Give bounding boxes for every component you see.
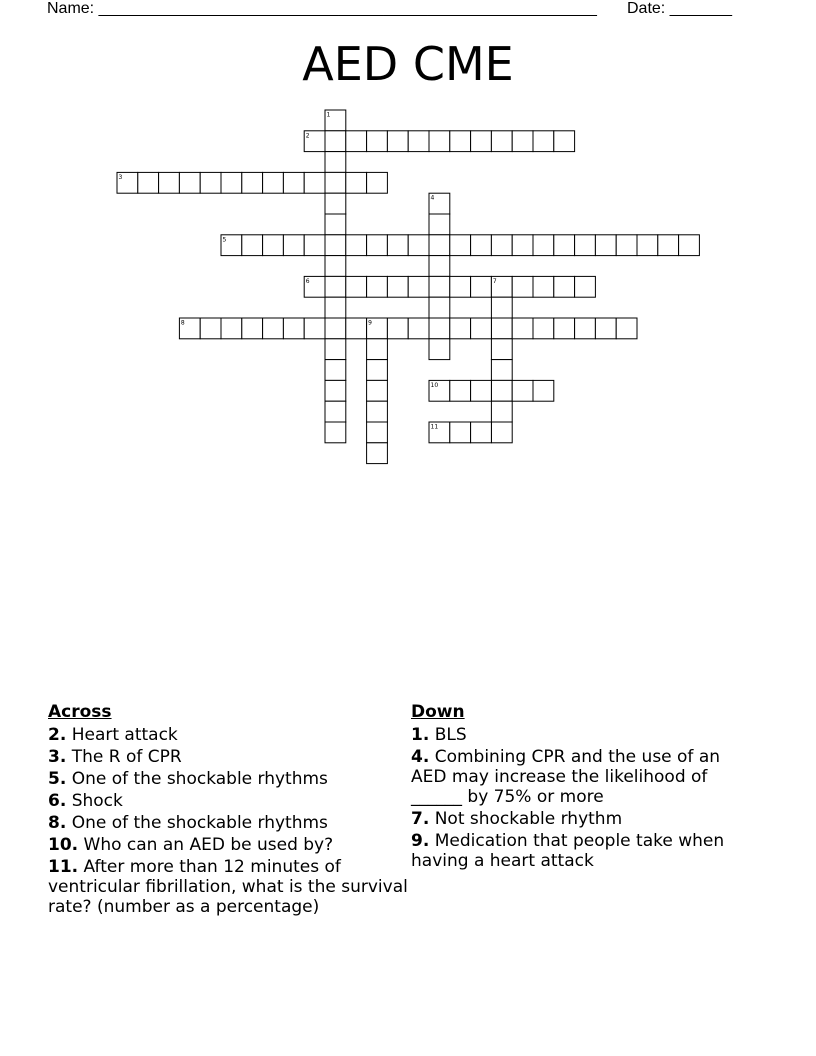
grid-cell[interactable] — [512, 318, 533, 339]
grid-cell[interactable] — [471, 235, 492, 256]
grid-cell[interactable] — [450, 276, 471, 297]
grid-cell[interactable] — [429, 131, 450, 152]
grid-cell[interactable] — [200, 172, 221, 193]
grid-cell[interactable] — [387, 318, 408, 339]
grid-cell[interactable] — [491, 360, 512, 381]
grid-cell[interactable] — [263, 318, 284, 339]
clue-down-1 — [411, 725, 751, 745]
grid-cell[interactable] — [679, 235, 700, 256]
grid-cell[interactable] — [512, 131, 533, 152]
grid-cell[interactable] — [367, 443, 388, 464]
grid-cell[interactable] — [429, 339, 450, 360]
grid-cell[interactable] — [408, 318, 429, 339]
grid-cell[interactable] — [367, 276, 388, 297]
grid-cell[interactable] — [450, 235, 471, 256]
grid-cell[interactable] — [637, 235, 658, 256]
grid-cell[interactable] — [429, 276, 450, 297]
clue-number: 7. — [411, 809, 430, 829]
grid-cell[interactable] — [367, 360, 388, 381]
name-field-label: Name: ________________________________________________________ — [47, 0, 597, 17]
grid-cell-number: 10 — [430, 381, 439, 389]
down-clue-list — [411, 725, 751, 871]
grid-cell[interactable] — [554, 235, 575, 256]
grid-cell[interactable] — [346, 172, 367, 193]
grid-cell[interactable] — [263, 235, 284, 256]
grid-cell[interactable] — [658, 235, 679, 256]
grid-cell[interactable] — [471, 422, 492, 443]
down-heading: Down — [411, 702, 465, 722]
grid-cell[interactable] — [221, 318, 242, 339]
grid-cell[interactable] — [450, 380, 471, 401]
grid-cell[interactable] — [429, 318, 450, 339]
grid-cell[interactable] — [283, 318, 304, 339]
grid-cell[interactable] — [429, 297, 450, 318]
grid-cell[interactable] — [595, 235, 616, 256]
grid-cell-number: 4 — [430, 194, 435, 202]
grid-cell[interactable] — [325, 339, 346, 360]
clue-down-7 — [411, 809, 751, 829]
date-field-label: Date: _______ — [627, 0, 732, 17]
grid-cell[interactable] — [346, 235, 367, 256]
clue-text: One of the shockable rhythms — [71, 769, 328, 789]
grid-cell[interactable] — [325, 152, 346, 173]
grid-cell[interactable] — [387, 235, 408, 256]
clue-number: 2. — [48, 725, 67, 745]
grid-cell[interactable] — [325, 318, 346, 339]
grid-cell-number: 11 — [430, 423, 439, 431]
across-clues — [48, 702, 408, 919]
grid-cell[interactable] — [325, 256, 346, 277]
grid-cell[interactable] — [367, 422, 388, 443]
grid-cell[interactable] — [429, 214, 450, 235]
grid-cell[interactable] — [200, 318, 221, 339]
grid-cell[interactable] — [325, 422, 346, 443]
grid-cell[interactable] — [491, 339, 512, 360]
crossword-grid — [0, 0, 816, 480]
grid-cell-number: 1 — [326, 111, 331, 119]
grid-cell[interactable] — [471, 131, 492, 152]
grid-cell[interactable] — [491, 297, 512, 318]
grid-cell[interactable] — [512, 380, 533, 401]
grid-cell[interactable] — [595, 318, 616, 339]
grid-cell[interactable] — [304, 318, 325, 339]
grid-cell[interactable] — [367, 131, 388, 152]
grid-cell[interactable] — [429, 235, 450, 256]
grid-cell[interactable] — [512, 235, 533, 256]
grid-cell[interactable] — [554, 318, 575, 339]
clue-text: The R of CPR — [71, 747, 182, 767]
grid-cell[interactable] — [325, 360, 346, 381]
grid-cell[interactable] — [242, 318, 263, 339]
grid-cell[interactable] — [533, 380, 554, 401]
grid-cell[interactable] — [491, 318, 512, 339]
clue-text: Who can an AED be used by? — [83, 835, 334, 855]
clue-down-9 — [411, 831, 751, 871]
clue-number: 8. — [48, 813, 67, 833]
grid-cell[interactable] — [512, 276, 533, 297]
grid-cell[interactable] — [367, 401, 388, 422]
grid-cell[interactable] — [367, 380, 388, 401]
across-clue-list — [48, 725, 408, 917]
grid-cell[interactable] — [616, 235, 637, 256]
grid-cell[interactable] — [471, 318, 492, 339]
grid-cell[interactable] — [471, 276, 492, 297]
grid-cell[interactable] — [159, 172, 180, 193]
grid-cell[interactable] — [346, 318, 367, 339]
grid-cell[interactable] — [283, 172, 304, 193]
grid-cell[interactable] — [221, 172, 242, 193]
grid-cell-number: 3 — [118, 173, 123, 181]
grid-cell-number: 5 — [222, 236, 227, 244]
clue-across-6 — [48, 791, 408, 811]
grid-cell[interactable] — [429, 256, 450, 277]
clue-number: 9. — [411, 831, 430, 851]
grid-cell[interactable] — [325, 172, 346, 193]
grid-cell[interactable] — [491, 380, 512, 401]
grid-cell[interactable] — [491, 235, 512, 256]
grid-cell[interactable] — [367, 172, 388, 193]
clue-number: 1. — [411, 725, 430, 745]
grid-cell[interactable] — [304, 235, 325, 256]
grid-cell[interactable] — [387, 131, 408, 152]
grid-cell[interactable] — [367, 339, 388, 360]
clue-number: 5. — [48, 769, 67, 789]
clue-text: Medication that people take when having a heart attack — [411, 831, 725, 871]
clue-across-10 — [48, 835, 408, 855]
clue-down-4 — [411, 747, 751, 807]
grid-cell[interactable] — [242, 172, 263, 193]
grid-cell[interactable] — [242, 235, 263, 256]
grid-cell[interactable] — [616, 318, 637, 339]
clue-number: 3. — [48, 747, 67, 767]
grid-cell[interactable] — [471, 380, 492, 401]
clue-across-11 — [48, 857, 408, 917]
grid-cell[interactable] — [491, 131, 512, 152]
clue-across-3 — [48, 747, 408, 767]
grid-cell[interactable] — [450, 131, 471, 152]
grid-cell-number: 2 — [305, 132, 310, 140]
grid-cell-number: 6 — [305, 277, 310, 285]
grid-cell[interactable] — [450, 318, 471, 339]
grid-cell[interactable] — [533, 318, 554, 339]
clue-text: Shock — [71, 791, 123, 811]
clue-across-5 — [48, 769, 408, 789]
clue-text: Not shockable rhythm — [434, 809, 623, 829]
grid-cell[interactable] — [575, 235, 596, 256]
grid-cell[interactable] — [387, 276, 408, 297]
grid-cell[interactable] — [325, 131, 346, 152]
grid-cell[interactable] — [367, 235, 388, 256]
grid-cell[interactable] — [325, 401, 346, 422]
grid-cell-number: 8 — [180, 319, 185, 327]
grid-cell[interactable] — [346, 276, 367, 297]
grid-cell[interactable] — [533, 235, 554, 256]
clue-number: 4. — [411, 747, 430, 767]
grid-cell[interactable] — [554, 276, 575, 297]
grid-cell[interactable] — [283, 235, 304, 256]
clue-number: 6. — [48, 791, 67, 811]
grid-cell[interactable] — [575, 318, 596, 339]
clue-text: Heart attack — [71, 725, 178, 745]
grid-cell[interactable] — [138, 172, 159, 193]
grid-cell-number: 9 — [368, 319, 372, 327]
clue-text: One of the shockable rhythms — [71, 813, 328, 833]
grid-cell[interactable] — [491, 401, 512, 422]
clue-across-8 — [48, 813, 408, 833]
grid-cell[interactable] — [575, 276, 596, 297]
grid-cell[interactable] — [325, 193, 346, 214]
down-clues — [411, 702, 751, 873]
clue-text: Combining CPR and the use of an AED may increase the likelihood of ______ by 75% or more — [411, 747, 721, 807]
grid-cell[interactable] — [554, 131, 575, 152]
grid-cell[interactable] — [325, 297, 346, 318]
clue-text: BLS — [434, 725, 467, 745]
page-title: AED CME — [302, 37, 514, 91]
grid-cell[interactable] — [408, 131, 429, 152]
grid-cell[interactable] — [346, 131, 367, 152]
grid-cell[interactable] — [325, 380, 346, 401]
clue-text: After more than 12 minutes of ventricular fibrillation, what is the survival rate? (number as a percentage) — [48, 857, 408, 917]
grid-cell[interactable] — [533, 131, 554, 152]
grid-cell[interactable] — [325, 235, 346, 256]
grid-cell[interactable] — [450, 422, 471, 443]
clue-number: 11. — [48, 857, 79, 877]
grid-cell[interactable] — [533, 276, 554, 297]
grid-cell[interactable] — [491, 422, 512, 443]
grid-cell[interactable] — [325, 276, 346, 297]
clue-number: 10. — [48, 835, 79, 855]
across-heading: Across — [48, 702, 112, 722]
clue-across-2 — [48, 725, 408, 745]
grid-cell[interactable] — [263, 172, 284, 193]
grid-cell-number: 7 — [492, 277, 497, 285]
grid-cell[interactable] — [408, 276, 429, 297]
grid-cell[interactable] — [304, 172, 325, 193]
grid-cell[interactable] — [408, 235, 429, 256]
grid-cell[interactable] — [325, 214, 346, 235]
grid-cell[interactable] — [179, 172, 200, 193]
